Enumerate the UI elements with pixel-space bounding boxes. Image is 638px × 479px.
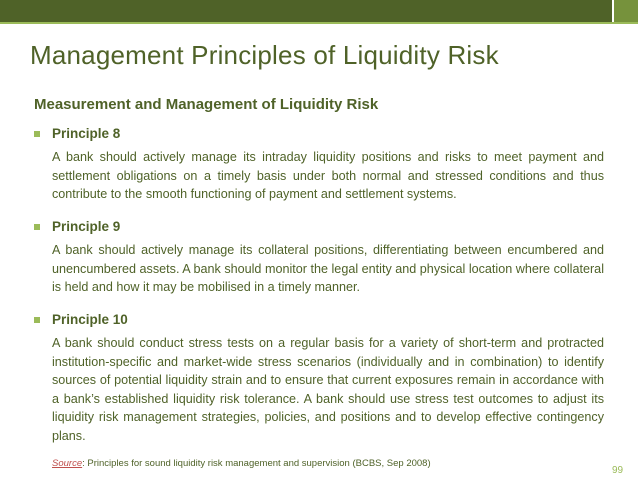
source-citation (52, 458, 431, 469)
slide-title: Management Principles of Liquidity Risk (30, 40, 499, 70)
principle-heading (34, 125, 604, 145)
square-bullet-icon (34, 224, 40, 230)
square-bullet-icon (34, 317, 40, 323)
source-label: Source (52, 458, 83, 469)
principle-text: A bank should actively manage its intraday liquidity positions and risks to meet payment and settlement obligations on a timely basis under both normal and stressed conditions and thus contribute to the smooth functioning of payment and settlement systems. (52, 150, 604, 201)
principle-heading (34, 311, 604, 331)
section-subtitle: Measurement and Management of Liquidity Risk (34, 96, 379, 113)
principle-10 (34, 311, 604, 445)
principle-text: A bank should conduct stress tests on a regular basis for a variety of short-term and protracted institution-specific and market-wide stress scenarios (individually and in combination) to identify sources of potential liquidity strain and to ensure that current exposures remain in accordance with a bank’s established liquidity risk tolerance. A bank should use stress test outcomes to adjust its liquidity risk management strategies, policies, and positions and to develop effective contingency plans. (52, 336, 604, 443)
square-bullet-icon (34, 131, 40, 137)
principle-text: A bank should actively manage its collateral positions, differentiating between encumbered and unencumbered assets. A bank should monitor the legal entity and physical location where collateral is held and how it may be mobilised in a timely manner. (52, 243, 604, 294)
header-divider (0, 22, 638, 24)
page-number: 99 (612, 465, 624, 476)
principle-heading-label: Principle 8 (52, 126, 121, 141)
principle-8 (34, 125, 604, 204)
header-bar-end (614, 0, 638, 22)
header-bar (0, 0, 612, 22)
principle-heading-label: Principle 10 (52, 312, 128, 327)
principle-9 (34, 218, 604, 297)
source-text: : Principles for sound liquidity risk management and supervision (BCBS, Sep 2008) (82, 458, 431, 469)
principle-heading (34, 218, 604, 238)
principle-heading-label: Principle 9 (52, 219, 121, 234)
